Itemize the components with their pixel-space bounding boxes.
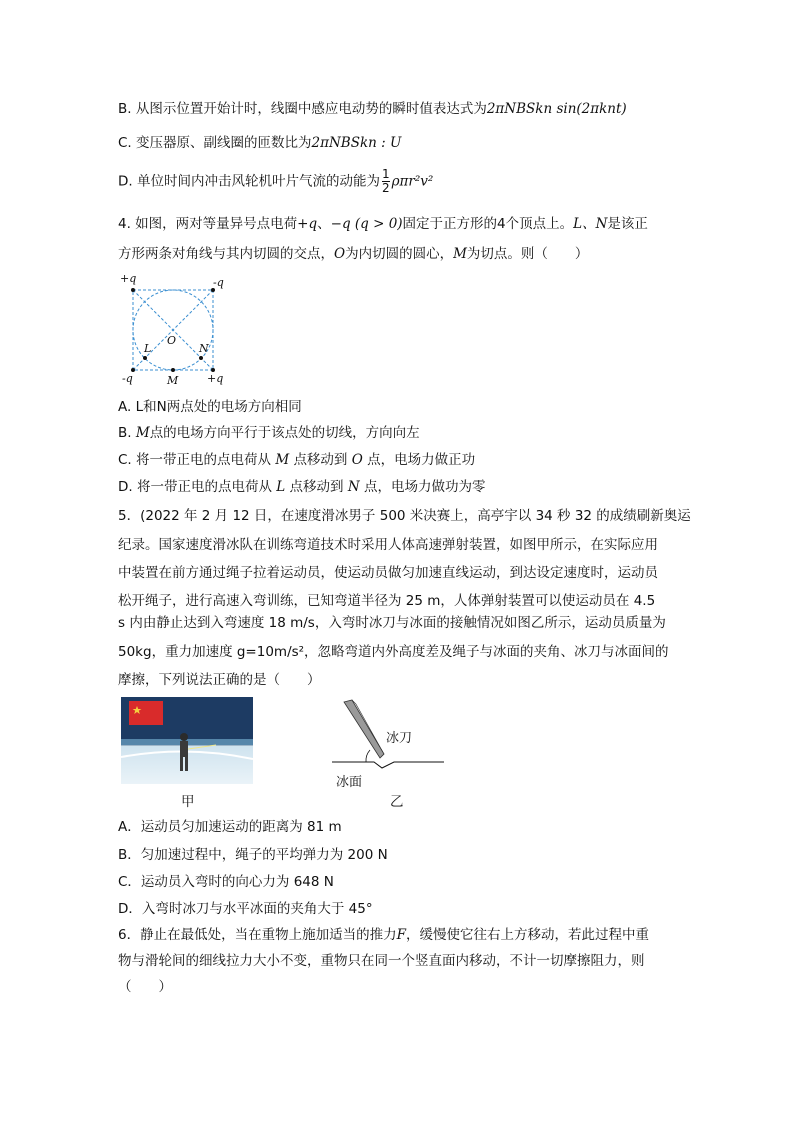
skater-head — [180, 733, 188, 741]
label-o: O — [167, 334, 177, 347]
point-l — [143, 356, 147, 360]
ice-surface-line — [332, 762, 444, 768]
flag-shape — [129, 701, 163, 725]
q4-stem-line1: 4. 如图，两对等量异号点电荷+q、−q (q > 0)固定于正方形的4个顶点上。L、N是该正 — [118, 216, 648, 232]
fig-label-jia: 甲 — [181, 794, 195, 810]
q5-option-a: A．运动员匀加速运动的距离为 81 m — [118, 819, 342, 835]
skater-leg — [180, 757, 183, 771]
q3-option-d: D. 单位时间内冲击风轮机叶片气流的动能为 $\frac{1}{2}$ ρπr²v² — [118, 167, 434, 195]
q6-stem-line1: 6．静止在最低处，当在重物上施加适当的推力F，缓慢使它往右上方移动，若此过程中重 — [118, 927, 649, 943]
q3-option-c-formula: 2πNBSkn : U — [311, 135, 402, 151]
q5-stem-line: 摩擦，下列说法正确的是（ ） — [118, 672, 321, 688]
q5-stem-line: 纪录。国家速度滑冰队在训练弯道技术时采用人体高速弹射装置，如图甲所示，在实际应用 — [118, 537, 658, 553]
rope — [188, 745, 216, 749]
label-blade: 冰刀 — [386, 731, 413, 746]
q5-option-c: C．运动员入弯时的向心力为 648 N — [118, 874, 334, 890]
label-bottom-left-charge: -q — [122, 372, 133, 385]
q5-stem-line: s 内由静止达到入弯速度 18 m/s，入弯时冰刀与冰面的接触情况如图乙所示，运动员质量为 — [118, 615, 666, 631]
label-ice: 冰面 — [336, 775, 363, 790]
q5-stem-line: 50kg，重力加速度 g=10m/s²，忽略弯道内外高度差及绳子与冰面的夹角、冰刀与冰面间的 — [118, 644, 669, 660]
blade-shape — [344, 700, 384, 758]
q3-option-b: B. 从图示位置开始计时，线圈中感应电动势的瞬时值表达式为2πNBSkn sin(2πknt) — [118, 101, 627, 117]
q3-option-d-fraction: $\frac{1}{2}$ — [381, 167, 390, 195]
blade-edge — [352, 700, 384, 754]
label-m: M — [167, 374, 179, 387]
photo-illustration — [121, 697, 253, 784]
skater-leg — [185, 757, 188, 771]
label-top-left-charge: +q — [120, 272, 137, 285]
q4-option-c: C. 将一带正电的点电荷从 M 点移动到 O 点，电场力做正功 — [118, 452, 476, 468]
q4-option-a: A. L和N两点处的电场方向相同 — [118, 399, 302, 415]
q4-option-b: B. M点的电场方向平行于该点处的切线，方向向左 — [118, 425, 420, 441]
label-top-right-charge: -q — [213, 276, 224, 289]
q4-option-d: D. 将一带正电的点电荷从 L 点移动到 N 点，电场力做功为零 — [118, 479, 486, 495]
q5-skater-photo — [121, 697, 253, 784]
q5-option-b: B．匀加速过程中，绳子的平均弹力为 200 N — [118, 847, 388, 863]
q6-stem-line3: （ ） — [118, 979, 172, 995]
skater-body — [180, 741, 188, 757]
q6-stem-line2: 物与滑轮间的细线拉力大小不变，重物只在同一个竖直面内移动，不计一切摩擦阻力，则 — [118, 953, 645, 969]
fig-label-yi: 乙 — [390, 794, 404, 810]
q3-option-b-formula: 2πNBSkn sin(2πknt) — [486, 101, 627, 117]
label-bottom-right-charge: +q — [207, 372, 224, 385]
q3-option-d-formula: ρπr²v² — [391, 173, 434, 190]
q3-option-c: C. 变压器原、副线圈的匝数比为2πNBSkn : U — [118, 135, 402, 151]
angle-arc — [366, 750, 370, 762]
label-l: L — [144, 342, 152, 355]
q5-option-d: D．入弯时冰刀与水平冰面的夹角大于 45° — [118, 901, 373, 917]
q5-stem-line: 5．(2022 年 2 月 12 日，在速度滑冰男子 500 米决赛上，高亭宇以 34 秒 32 的成绩刷新奥运 — [118, 508, 691, 524]
point-n — [199, 356, 203, 360]
q5-stem-line: 中装置在前方通过绳子拉着运动员，使运动员做匀加速直线运动，到达设定速度时，运动员 — [118, 565, 658, 581]
point-m — [171, 368, 175, 372]
q5-stem-line: 松开绳子，进行高速入弯训练，已知弯道半径为 25 m，人体弹射装置可以使运动员在 4.5 — [118, 593, 656, 609]
q4-stem-line2: 方形两条对角线与其内切圆的交点，O为内切圆的圆心，M为切点。则（ ） — [118, 246, 589, 262]
charge-top-left — [131, 288, 135, 292]
label-n: N — [199, 342, 209, 355]
